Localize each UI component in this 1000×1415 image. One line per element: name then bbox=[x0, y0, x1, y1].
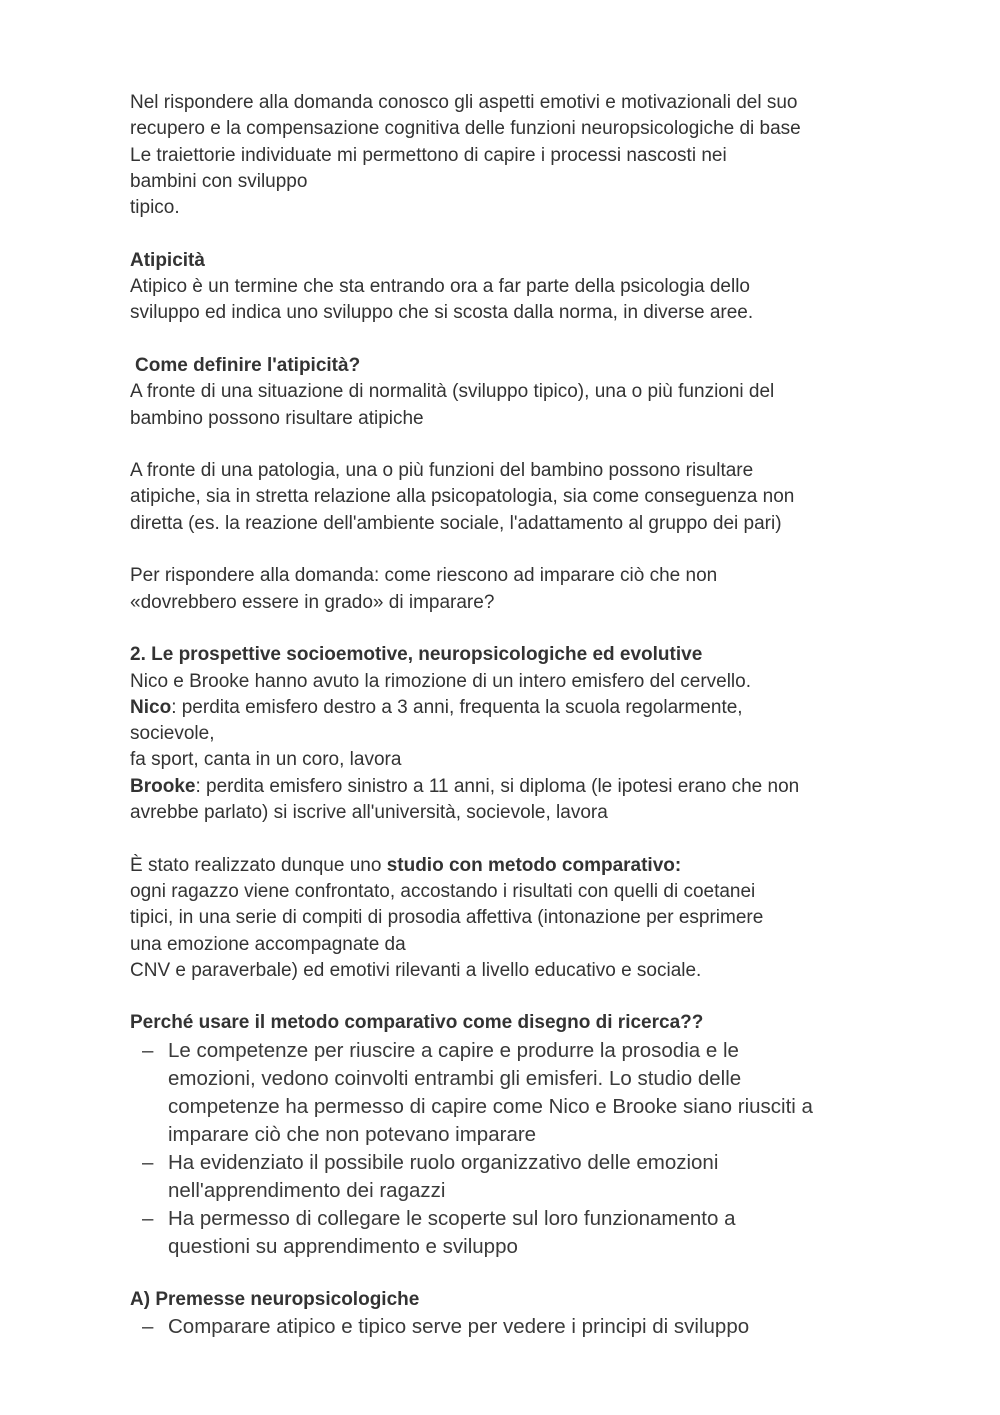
text-line: nell'apprendimento dei ragazzi bbox=[168, 1178, 446, 1202]
text-line: Nel rispondere alla domanda conosco gli aspetti emotivi e motivazionali del suo bbox=[130, 92, 798, 113]
text-line: Ha evidenziato il possibile ruolo organizzativo delle emozioni bbox=[168, 1150, 719, 1174]
text-line: atipiche, sia in stretta relazione alla psicopatologia, sia come conseguenza non bbox=[130, 486, 795, 508]
brooke-text: : perdita emisfero sinistro a 11 anni, si diploma (le ipotesi erano che non bbox=[195, 775, 800, 797]
text-line bbox=[130, 695, 890, 721]
atipicita-paragraph bbox=[130, 274, 890, 327]
definire-paragraph-1 bbox=[130, 379, 890, 432]
spacer bbox=[130, 537, 890, 563]
text-line: Le traiettorie individuate mi permettono di capire i processi nascosti nei bbox=[130, 144, 727, 166]
definire-paragraph-2 bbox=[130, 458, 890, 537]
section-heading-prospettive: 2. Le prospettive socioemotive, neuropsicologiche ed evolutive bbox=[130, 644, 703, 666]
spacer bbox=[130, 432, 890, 458]
studio-intro-text: È stato realizzato dunque uno bbox=[130, 854, 387, 876]
spacer bbox=[130, 327, 890, 353]
studio-bold-text: studio con metodo comparativo: bbox=[386, 854, 682, 876]
text-line: socievole, bbox=[130, 723, 215, 745]
nico-text: : perdita emisfero destro a 3 anni, frequenta la scuola regolarmente, bbox=[171, 696, 743, 718]
text-line: diretta (es. la reazione dell'ambiente sociale, l'adattamento al gruppo dei pari) bbox=[130, 512, 782, 534]
section-heading-atipicita: Atipicità bbox=[130, 249, 205, 271]
text-line: A fronte di una patologia, una o più funzioni del bambino possono risultare bbox=[130, 460, 754, 482]
prospettive-paragraph bbox=[130, 669, 890, 827]
intro-paragraph bbox=[130, 90, 890, 221]
text-line: CNV e paraverbale) ed emotivi rilevanti a livello educativo e sociale. bbox=[130, 959, 702, 981]
text-line: Le competenze per riuscire a capire e produrre la prosodia e le bbox=[168, 1038, 739, 1062]
text-line: imparare ciò che non potevano imparare bbox=[168, 1122, 537, 1146]
document-content bbox=[130, 90, 890, 1341]
premesse-list bbox=[130, 1313, 890, 1341]
text-line: tipico. bbox=[130, 197, 180, 219]
text-line: competenze ha permesso di capire come Nico e Brooke siano riusciti a bbox=[168, 1094, 813, 1118]
text-line: Ha permesso di collegare le scoperte sul loro funzionamento a bbox=[168, 1206, 736, 1230]
brooke-name: Brooke bbox=[130, 775, 196, 797]
spacer bbox=[130, 221, 890, 247]
dash-bullet: – bbox=[142, 1038, 154, 1062]
text-line: bambini con sviluppo bbox=[130, 170, 308, 192]
text-line: «dovrebbero essere in grado» di imparare? bbox=[130, 591, 495, 613]
list-item bbox=[130, 1149, 890, 1205]
spacer bbox=[130, 984, 890, 1010]
text-line: avrebbe parlato) si iscrive all'università, socievole, lavora bbox=[130, 802, 608, 824]
text-line: questioni su apprendimento e sviluppo bbox=[168, 1234, 518, 1258]
text-line: A fronte di una situazione di normalità (sviluppo tipico), una o più funzioni del bbox=[130, 381, 775, 403]
dash-bullet: – bbox=[142, 1150, 154, 1174]
list-item bbox=[130, 1313, 890, 1341]
text-line: fa sport, canta in un coro, lavora bbox=[130, 749, 402, 771]
spacer bbox=[130, 1261, 890, 1287]
nico-name: Nico bbox=[130, 696, 172, 718]
section-heading-perche: Perché usare il metodo comparativo come disegno di ricerca?? bbox=[130, 1012, 704, 1034]
text-line: ogni ragazzo viene confrontato, accostando i risultati con quelli di coetanei bbox=[130, 880, 756, 902]
text-line: bambino possono risultare atipiche bbox=[130, 407, 424, 429]
text-line: Atipico è un termine che sta entrando ora a far parte della psicologia dello bbox=[130, 276, 750, 298]
text-line: tipici, in una serie di compiti di prosodia affettiva (intonazione per esprimere bbox=[130, 907, 764, 929]
text-line: Per rispondere alla domanda: come riescono ad imparare ciò che non bbox=[130, 565, 718, 587]
spacer bbox=[130, 826, 890, 852]
list-item bbox=[130, 1205, 890, 1261]
text-line: recupero e la compensazione cognitiva delle funzioni neuropsicologiche di base bbox=[130, 118, 801, 140]
text-line: emozioni, vedono coinvolti entrambi gli emisferi. Lo studio delle bbox=[168, 1066, 742, 1090]
text-line: una emozione accompagnate da bbox=[130, 933, 406, 955]
text-line bbox=[130, 853, 890, 879]
section-heading-definire: Come definire l'atipicità? bbox=[135, 354, 361, 376]
dash-bullet: – bbox=[142, 1315, 154, 1339]
definire-paragraph-3 bbox=[130, 563, 890, 616]
text-line: Comparare atipico e tipico serve per vedere i principi di sviluppo bbox=[168, 1315, 750, 1339]
text-line bbox=[130, 774, 890, 800]
text-line: sviluppo ed indica uno sviluppo che si scosta dalla norma, in diverse aree. bbox=[130, 302, 754, 324]
spacer bbox=[130, 616, 890, 642]
studio-paragraph bbox=[130, 853, 890, 984]
perche-list bbox=[130, 1037, 890, 1261]
dash-bullet: – bbox=[142, 1206, 154, 1230]
text-line: Nico e Brooke hanno avuto la rimozione di un intero emisfero del cervello. bbox=[130, 670, 751, 692]
list-item bbox=[130, 1037, 890, 1149]
section-heading-premesse: A) Premesse neuropsicologiche bbox=[130, 1288, 420, 1310]
